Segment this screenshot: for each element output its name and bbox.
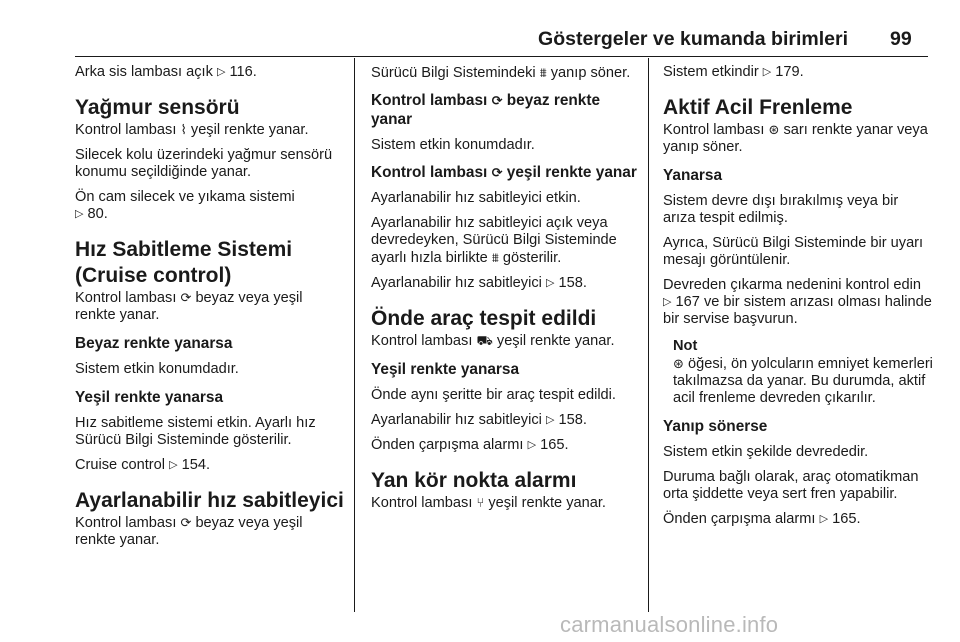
page-number: 99 xyxy=(890,28,912,50)
section-heading-emergency-braking: Aktif Acil Frenleme xyxy=(663,96,853,119)
subheading: Kontrol lambası ⟳ beyaz renkte yanar xyxy=(371,92,601,128)
page-ref: 165. xyxy=(540,437,569,453)
section-heading-blind-spot: Yan kör nokta alarmı xyxy=(371,469,577,492)
paragraph: Ayarlanabilir hız sabitleyici etkin. xyxy=(371,190,581,206)
emergency-brake-icon: ⊛ xyxy=(673,356,684,371)
page-ref-arrow-icon: ▷ xyxy=(216,66,226,78)
page-ref-arrow-icon: ▷ xyxy=(75,208,84,220)
page-ref: 179. xyxy=(775,64,804,80)
cruise-control-icon: ⟳ xyxy=(491,165,503,180)
paragraph: Ayarlanabilir hız sabitleyici ▷ 158. xyxy=(371,412,587,428)
note-title: Not xyxy=(673,338,698,354)
page-ref-arrow-icon: ▷ xyxy=(169,459,178,471)
paragraph: Sistem etkin konumdadır. xyxy=(75,361,239,377)
paragraph: Sistem etkindir ▷ 179. xyxy=(663,64,804,80)
paragraph: Kontrol lambası ⟳ beyaz veya yeşil renkte yanar. xyxy=(75,515,303,548)
paragraph: Önden çarpışma alarmı ▷ 165. xyxy=(663,511,861,527)
paragraph: Silecek kolu üzerindeki yağmur sensörü konumu seçildiğinde yanar. xyxy=(75,147,333,180)
subheading: Yeşil renkte yanarsa xyxy=(75,389,224,406)
section-heading-rain-sensor: Yağmur sensörü xyxy=(75,96,240,119)
rain-sensor-icon: ⌇ xyxy=(180,122,187,137)
column-1 xyxy=(75,64,347,549)
page-ref: 158. xyxy=(558,275,587,291)
page-ref: 158. xyxy=(558,412,587,428)
header-title: Göstergeler ve kumanda birimleri xyxy=(538,28,848,50)
section-heading-vehicle-ahead: Önde araç tespit edildi xyxy=(371,307,597,330)
subheading: Yanıp sönerse xyxy=(663,418,768,435)
subheading: Yeşil renkte yanarsa xyxy=(371,361,520,378)
paragraph: Sürücü Bilgi Sistemindeki ⩩ yanıp söner. xyxy=(371,65,631,81)
subheading: Yanarsa xyxy=(663,167,723,184)
page-ref-arrow-icon: ▷ xyxy=(663,296,672,308)
column-divider-1 xyxy=(354,58,355,612)
paragraph: Sistem devre dışı bırakılmış veya bir arıza tespit edilmiş. xyxy=(663,193,899,226)
page-ref-arrow-icon: ▷ xyxy=(545,277,555,289)
blind-spot-icon: ⑂ xyxy=(476,495,485,510)
paragraph: Hız sabitleme sistemi etkin. Ayarlı hız Sürücü Bilgi Sisteminde gösterilir. xyxy=(75,415,316,448)
section-heading-speed-limiter: Ayarlanabilir hız sabitleyici xyxy=(75,489,344,512)
page-ref: 167 xyxy=(675,294,700,310)
paragraph: Ayarlanabilir hız sabitleyici açık veya devredeyken, Sürücü Bilgi Sisteminde ayarlı hızla birlikte ⩩ gösterilir. xyxy=(371,215,617,266)
column-divider-2 xyxy=(648,58,649,612)
paragraph: Ön cam silecek ve yıkama sistemi ▷ 80. xyxy=(75,189,295,222)
paragraph: Sistem etkin konumdadır. xyxy=(371,137,535,153)
paragraph: Kontrol lambası ⛟ yeşil renkte yanar. xyxy=(371,333,615,349)
watermark: carmanualsonline.info xyxy=(560,612,779,637)
page-ref-arrow-icon: ▷ xyxy=(762,66,772,78)
paragraph: Sistem etkin şekilde devrededir. xyxy=(663,444,869,460)
header-rule xyxy=(75,56,928,57)
section-heading-cruise-control: Hız Sabitleme Sistemi (Cruise control) xyxy=(75,238,293,287)
cruise-control-icon: ⟳ xyxy=(491,93,503,108)
driver-info-icon: ⩩ xyxy=(491,250,499,265)
subheading: Kontrol lambası ⟳ yeşil renkte yanar xyxy=(371,164,637,181)
column-3 xyxy=(663,64,933,528)
subheading: Beyaz renkte yanarsa xyxy=(75,335,233,352)
paragraph: Önden çarpışma alarmı ▷ 165. xyxy=(371,437,569,453)
page-ref-arrow-icon: ▷ xyxy=(545,414,555,426)
cruise-control-icon: ⟳ xyxy=(180,290,192,305)
page-ref: 116. xyxy=(229,64,257,80)
vehicle-ahead-icon: ⛟ xyxy=(476,333,493,348)
note-text: ⊛ öğesi, ön yolcuların emniyet kemerleri takılmazsa da yanar. Bu durumda, aktif acil frenleme devreden çıkarılır. xyxy=(673,356,933,406)
paragraph: Kontrol lambası ⊛ sarı renkte yanar veya yanıp söner. xyxy=(663,122,928,155)
column-2 xyxy=(371,64,639,512)
page-ref: 80. xyxy=(87,206,108,222)
cruise-control-icon: ⟳ xyxy=(180,515,192,530)
paragraph: Cruise control ▷ 154. xyxy=(75,457,211,473)
page-ref-arrow-icon: ▷ xyxy=(527,439,537,451)
driver-info-icon: ⩩ xyxy=(539,65,547,80)
page-ref: 165. xyxy=(832,511,861,527)
paragraph: Önde aynı şeritte bir araç tespit edildi. xyxy=(371,387,616,403)
paragraph: Ayrıca, Sürücü Bilgi Sisteminde bir uyarı mesajı görüntülenir. xyxy=(663,235,924,268)
note-box xyxy=(663,338,933,407)
paragraph: Kontrol lambası ⟳ beyaz veya yeşil renkte yanar. xyxy=(75,290,303,323)
page-ref-arrow-icon: ▷ xyxy=(819,513,829,525)
paragraph: Devreden çıkarma nedenini kontrol edin ▷ 167 ve bir sistem arızası olması halinde bir servise başvurun. xyxy=(663,277,932,327)
paragraph: Kontrol lambası ⌇ yeşil renkte yanar. xyxy=(75,122,309,138)
page-ref: 154. xyxy=(181,457,211,473)
paragraph: Ayarlanabilir hız sabitleyici ▷ 158. xyxy=(371,275,587,291)
paragraph: Kontrol lambası ⑂ yeşil renkte yanar. xyxy=(371,495,606,511)
paragraph: Arka sis lambası açık ▷ 116. xyxy=(75,64,257,80)
paragraph: Duruma bağlı olarak, araç otomatikman orta şiddette veya sert fren yapabilir. xyxy=(663,469,919,502)
emergency-brake-icon: ⊛ xyxy=(768,122,780,137)
